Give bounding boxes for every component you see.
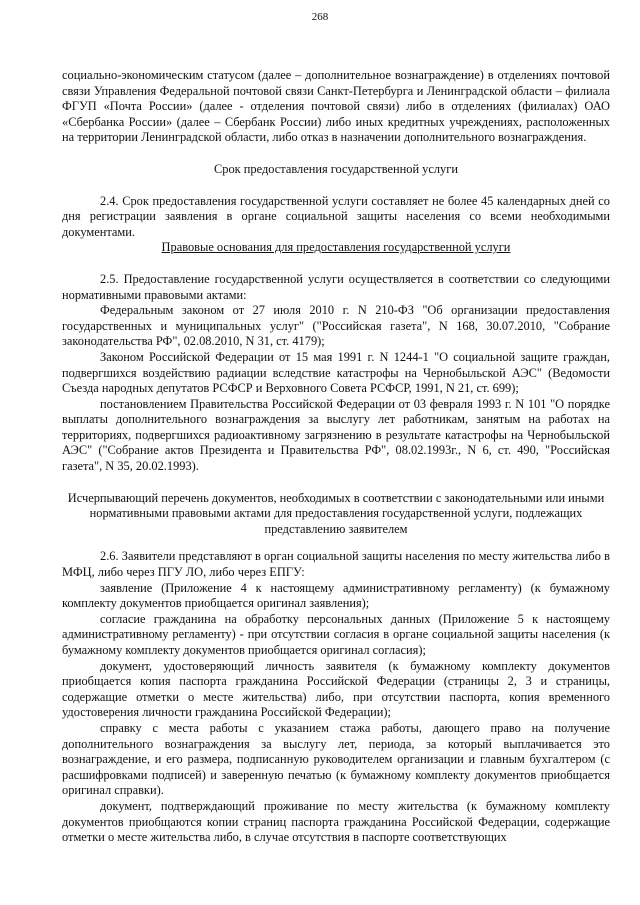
section-heading-documents: Исчерпывающий перечень документов, необходимых в соответствии с законодательными или иными нормативными правовыми актами для предоставления государственной услуги, подлежащих представлению заявителем: [67, 490, 605, 536]
paragraph-2-4: 2.4. Срок предоставления государственной услуги составляет не более 45 календарных дней со дня регистрации заявления в органе социальной защиты населения со всеми необходимыми документами.: [62, 193, 610, 239]
paragraph-law-210: Федеральным законом от 27 июля 2010 г. N 210-ФЗ "Об организации предоставления государственных и муниципальных услуг" ("Российская газета", N 168, 30.07.2010, "Собрание законодательства РФ", 02.08.2010, N 31, ст. 4179);: [62, 303, 610, 349]
page-number: 268: [311, 11, 329, 23]
intro-paragraph: социально-экономическим статусом (далее – дополнительное вознаграждение) в отделениях почтовой связи Управления Федеральной почтовой связи Санкт-Петербурга и Ленинградской области – филиала ФГУП «Почта России» (далее - отделения почтовой связи) либо в отделениях (филиалах) ОАО «Сбербанка России» (далее – Сбербанк России) либо иных кредитных учреждениях, расположенных на территории Ленинградской области, либо отказ в назначении дополнительного вознаграждения.: [62, 68, 610, 145]
document-body: [62, 68, 610, 846]
list-item-consent: согласие гражданина на обработку персональных данных (Приложение 5 к настоящему административному регламенту) - при отсутствии согласия в органе социальной защиты населения (к бумажному комплекту документов приобщается оригинал согласия);: [62, 611, 610, 657]
list-item-work-certificate: справку с места работы с указанием стажа работы, дающего право на получение дополнительного вознаграждения за выслугу лет, периода, за который выплачивается это вознаграждение, и его размера, подписанную руководителем организации и главным бухгалтером (с расшифровками подписей) и заверенную печатью (к бумажному комплекту документов приобщается оригинал справки).: [62, 720, 610, 798]
list-item-application: заявление (Приложение 4 к настоящему административному регламенту) (к бумажному комплекту документов приобщается оригинал заявления);: [62, 580, 610, 611]
paragraph-law-1244: Законом Российской Федерации от 15 мая 1991 г. N 1244-1 "О социальной защите граждан, подвергшихся воздействию радиации вследствие катастрофы на Чернобыльской АЭС" (Ведомости Съезда народных депутатов РСФСР и Верховного Совета РСФСР, 1991, N 21, ст. 699);: [62, 349, 610, 396]
section-heading-legal-basis: Правовые основания для предоставления государственной услуги: [161, 240, 511, 255]
section-heading-term: Срок предоставления государственной услуги: [214, 161, 458, 176]
paragraph-2-5: 2.5. Предоставление государственной услуги осуществляется в соответствии со следующими нормативными правовыми актами:: [62, 271, 610, 302]
list-item-residence-document: документ, подтверждающий проживание по месту жительства (к бумажному комплекту документов приобщаются копии страниц паспорта гражданина Российской Федерации, содержащие отметки о месте жительства либо, в случае отсутствия в паспорте соответствующих: [62, 798, 610, 845]
paragraph-2-6: 2.6. Заявители представляют в орган социальной защиты населения по месту жительства либо в МФЦ, либо через ПГУ ЛО, либо через ЕПГУ:: [62, 549, 610, 580]
list-item-identity-document: документ, удостоверяющий личность заявителя (к бумажному комплекту документов приобщается копия паспорта гражданина Российской Федерации (страницы 2, 3 и страницы, содержащие отметки о месте жительства) либо, при отсутствии паспорта, копия временного удостоверения личности гражданина Российской Федерации);: [62, 658, 610, 720]
paragraph-decree-101: постановлением Правительства Российской Федерации от 03 февраля 1993 г. N 101 "О порядке выплаты дополнительного вознаграждения за выслугу лет работникам, занятым на работах на территориях, подвергшихся радиоактивному загрязнению в результате катастрофы на Чернобыльской АЭС" ("Собрание актов Президента и Правительства РФ", 08.02.1993г., N 6, ст. 490, "Российская газета", N 35, 20.02.1993).: [62, 396, 610, 474]
